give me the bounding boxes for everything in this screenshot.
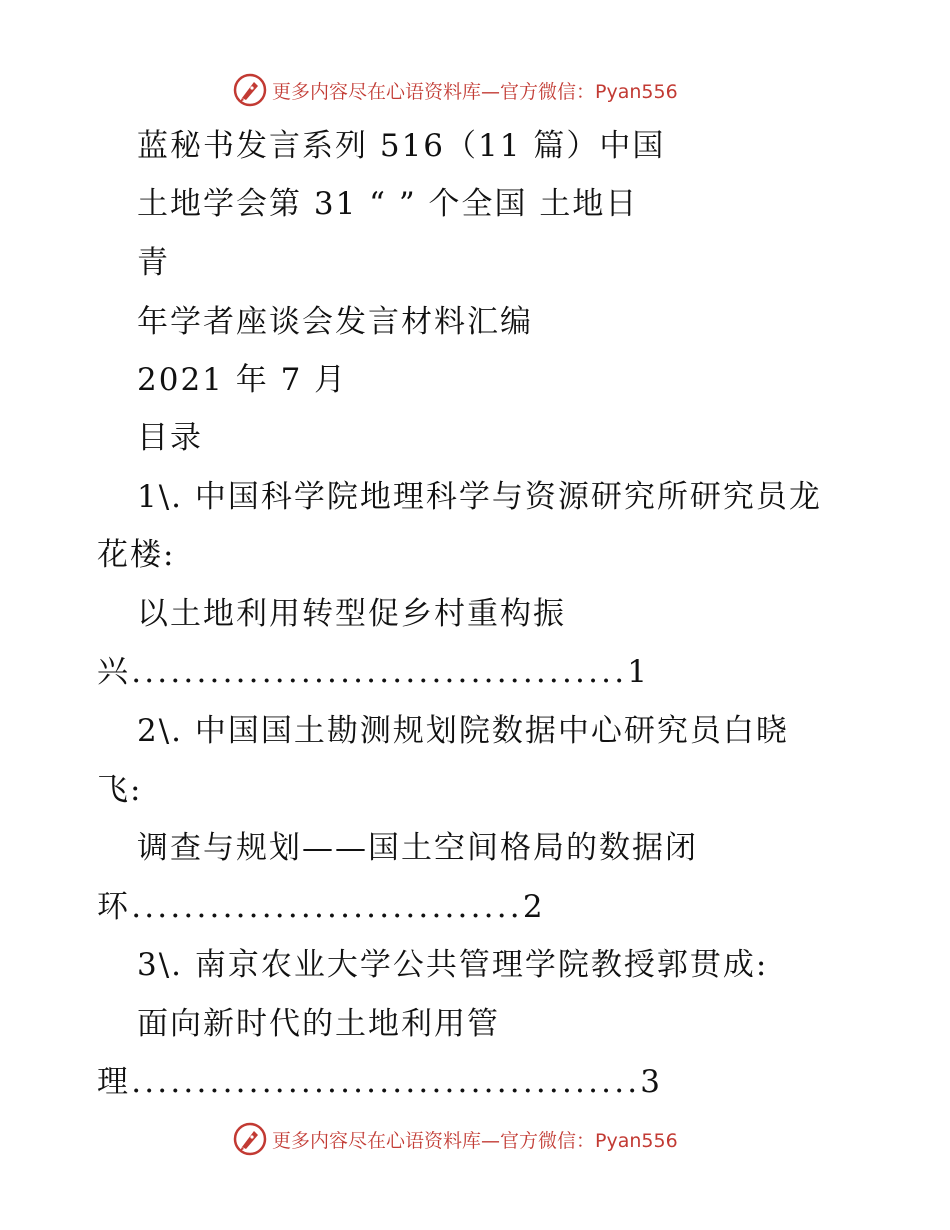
toc-entry-2-speaker: 2\. 中国国土勘测规划院数据中心研究员白晓 xyxy=(137,713,789,749)
toc-entry-1-leader[interactable]: 兴......................................1 xyxy=(97,654,651,690)
toc-entry-1-speaker-cont: 花楼: xyxy=(97,537,176,573)
doc-title-line-1: 蓝秘书发言系列 516（11 篇）中国 xyxy=(137,128,666,164)
doc-title-line-4: 年学者座谈会发言材料汇编 xyxy=(137,304,533,340)
toc-heading: 目录 xyxy=(137,420,203,456)
pen-nib-logo-icon xyxy=(232,72,268,108)
toc-entry-1-title: 以土地利用转型促乡村重构振 xyxy=(137,596,566,632)
toc-entry-1-speaker: 1\. 中国科学院地理科学与资源研究所研究员龙 xyxy=(137,479,822,515)
toc-entry-3-title: 面向新时代的土地利用管 xyxy=(137,1006,500,1042)
doc-title-line-3: 青 xyxy=(137,245,170,281)
doc-date: 2021 年 7 月 xyxy=(137,362,348,398)
toc-entry-2-speaker-cont: 飞: xyxy=(97,772,143,808)
doc-title-line-2: 土地学会第 31 “ ” 个全国 土地日 xyxy=(137,186,639,222)
watermark-banner-top xyxy=(0,70,950,110)
toc-entry-2-title: 调查与规划——国土空间格局的数据闭 xyxy=(137,830,698,866)
toc-entry-3-speaker: 3\. 南京农业大学公共管理学院教授郭贯成: xyxy=(137,947,769,983)
watermark-text: 更多内容尽在心语资料库—官方微信：Pyan556 xyxy=(272,81,678,103)
watermark-banner-bottom xyxy=(0,1119,950,1159)
toc-entry-2-leader[interactable]: 环..............................2 xyxy=(97,889,546,925)
toc-entry-3-leader[interactable]: 理.......................................3 xyxy=(97,1064,664,1100)
pen-nib-logo-icon xyxy=(232,1121,268,1157)
watermark-text: 更多内容尽在心语资料库—官方微信：Pyan556 xyxy=(272,1130,678,1152)
